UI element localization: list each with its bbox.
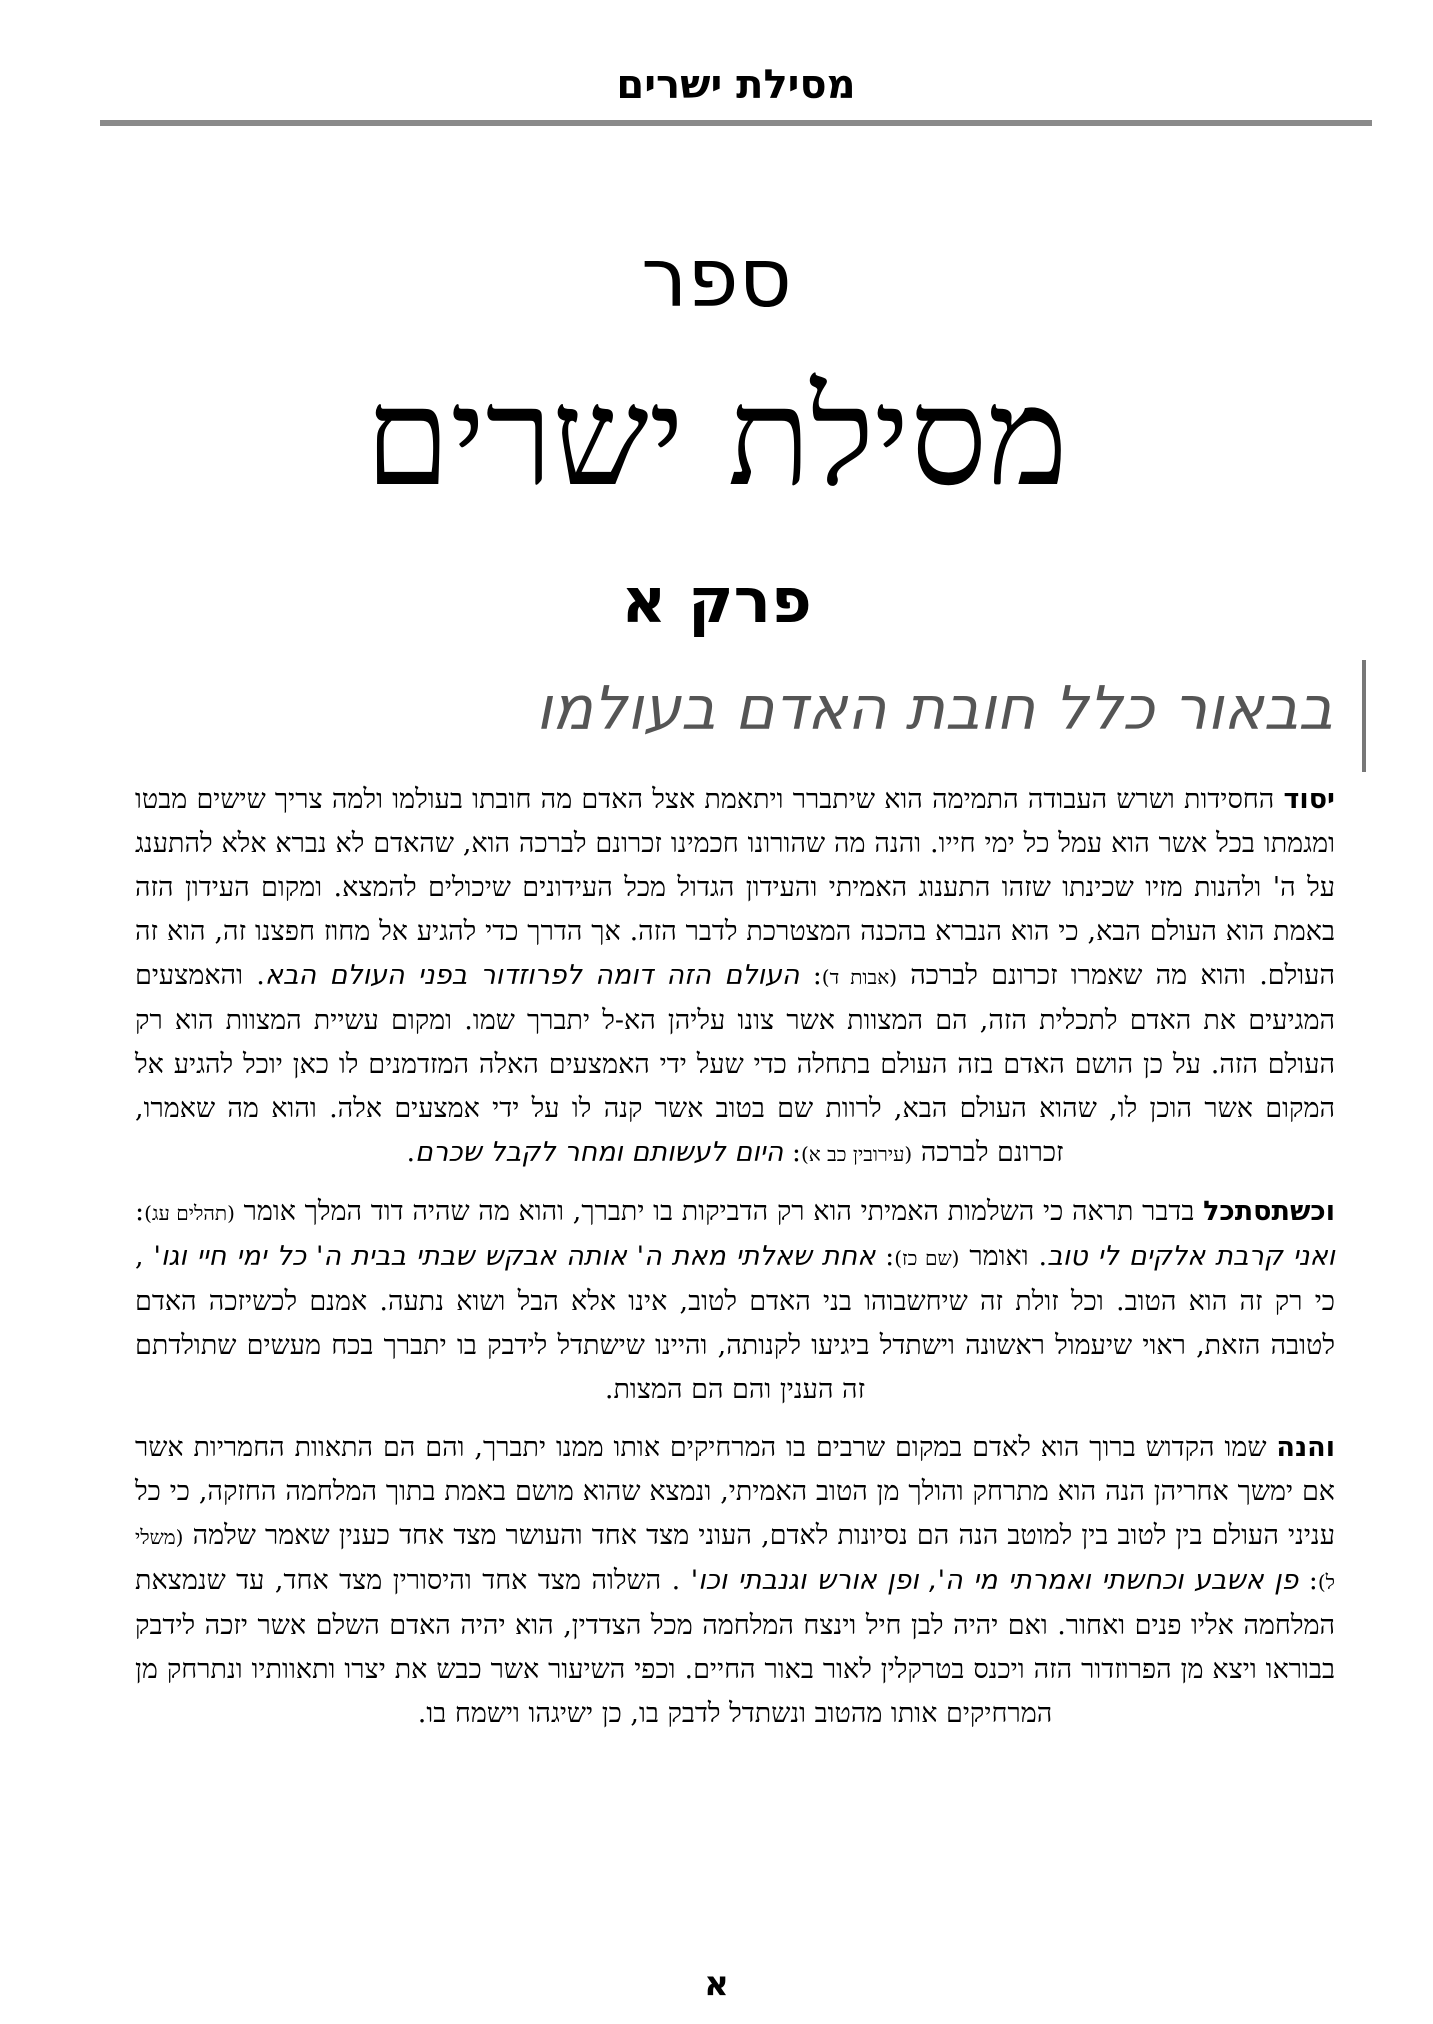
paragraph-segment: , כי רק זה הוא הטוב. וכל זולת זה שיחשבוהו בני האדם לטוב, אינו אלא הבל ושוא נתעה. אמנם לכשיזכה האדם לטובה הזאת, ראוי שיעמול ראשונה וישתדל ביגיעו לקנותה, והיינו שישתדל לידבק בו יתברך בכח מעשים שתולדתם זה הענין והם הם המצות.	[135, 1241, 1335, 1405]
book-title: מסילת ישרים	[365, 359, 1068, 517]
paragraph-segment: . ואומר	[959, 1241, 1048, 1272]
subtitle-bar	[1362, 660, 1366, 772]
quotation: אחת שאלתי מאת ה' אותה אבקש שבתי בבית ה' כל ימי חיי וגו'	[153, 1241, 876, 1272]
quotation: ואני קרבת אלקים לי טוב	[1047, 1241, 1335, 1272]
paragraph-segment: :	[135, 1196, 145, 1227]
paragraph-segment: בדבר תראה כי השלמות האמיתי הוא רק הדביקות בו יתברך, והוא מה שהיה דוד המלך אומר	[234, 1196, 1204, 1227]
book-prefix: ספר	[641, 231, 792, 326]
paragraph-segment: והנה	[1276, 1432, 1335, 1463]
source-citation: (שם כז)	[894, 1246, 960, 1270]
paragraph-segment: וכשתסתכל	[1203, 1196, 1335, 1227]
source-citation: (משלי ל)	[135, 1525, 1335, 1594]
source-citation: (עירובין כב א)	[801, 1142, 913, 1166]
page-number: א	[704, 1964, 729, 2004]
paragraph-segment: . השלוה מצד אחד והיסורין מצד אחד, עד שנמצאת המלחמה אליו פנים ואחור. ואם יהיה לבן חיל וינצח המלחמה מכל הצדדין, הוא יהיה האדם השלם אשר יזכה לידבק בבוראו ויצא מן הפרוזדור הזה ויכנס בטרקלין לאור באור החיים. וכפי השיעור אשר כבש את יצרו ותאוותיו ונתרחק מן המרחיקים אותו מהטוב ונשתדל לדבק בו, כן ישיגהו וישמח בו.	[135, 1565, 1335, 1729]
source-citation: (אבות ד)	[821, 965, 897, 989]
quotation: היום לעשותם ומחר לקבל שכרם	[415, 1137, 784, 1168]
paragraph-segment: שמו הקדוש ברוך הוא לאדם במקום שרבים בו המרחיקים אותו ממנו יתברך, והם הם התאוות החמריות אשר אם ימשך אחריהן הנה הוא מתרחק והולך מן הטוב האמיתי, ונמצא שהוא מושם באמת בתוך המלחמה החזקה, כי כל עניני העולם בין לטוב בין למוטב הנה הם נסיונות לאדם, העוני מצד אחד והעושר מצד אחד כענין שאמר שלמה	[135, 1432, 1335, 1551]
paragraph	[135, 1190, 1335, 1412]
paragraph-segment: :	[799, 960, 822, 991]
body-text	[135, 778, 1335, 1750]
header-rule	[100, 120, 1372, 126]
paragraph-segment: .	[406, 1137, 416, 1168]
quotation: העולם הזה דומה לפרוזדור בפני העולם הבא	[264, 960, 800, 991]
quotation: פן אשבע וכחשתי ואמרתי מי ה', ופן אורש וגנבתי וכו'	[690, 1565, 1299, 1596]
paragraph	[135, 1426, 1335, 1736]
paragraph-segment: :	[875, 1241, 895, 1272]
source-citation: (תהלים עג)	[144, 1201, 235, 1225]
paragraph-segment: יסוד	[1283, 784, 1335, 815]
chapter-heading: פרק א	[621, 564, 812, 637]
paragraph-segment: . והאמצעים המגיעים את האדם לתכלית הזה, הם המצוות אשר צונו עליהן הא-ל יתברך שמו. ומקום עשיית המצוות הוא רק העולם הזה. על כן הושם האדם בזה העולם בתחלה כדי שעל ידי האמצעים האלה המזדמנים לו כאן יוכל להגיע אל המקום אשר הוכן לו, שהוא העולם הבא, לרוות שם בטוב אשר קנה לו על ידי אמצעים אלה. והוא מה שאמרו, זכרונם לברכה	[135, 960, 1335, 1168]
running-header: מסילת ישרים	[616, 62, 856, 108]
paragraph-segment: החסידות ושרש העבודה התמימה הוא שיתברר ויתאמת אצל האדם מה חובתו בעולמו ולמה צריך שישים מבטו ומגמתו בכל אשר הוא עמל כל ימי חייו. והנה מה שהורונו חכמינו זכרונם לברכה הוא, שהאדם לא נברא אלא להתענג על ה' ולהנות מזיו שכינתו שזהו התענוג האמיתי והעידון הגדול מכל העידונים שיכולים להמצא. ומקום העידון הזה באמת הוא העולם הבא, כי הוא הנברא בהכנה המצטרכת לדבר הזה. אך הדרך כדי להגיע אל מחוז חפצנו זה, הוא זה העולם. והוא מה שאמרו זכרונם לברכה	[135, 784, 1335, 991]
paragraph-segment: :	[783, 1137, 801, 1168]
paragraph-segment: :	[1298, 1565, 1318, 1596]
chapter-subtitle: בבאור כלל חובת האדם בעולמו	[535, 674, 1333, 744]
paragraph	[135, 778, 1335, 1176]
